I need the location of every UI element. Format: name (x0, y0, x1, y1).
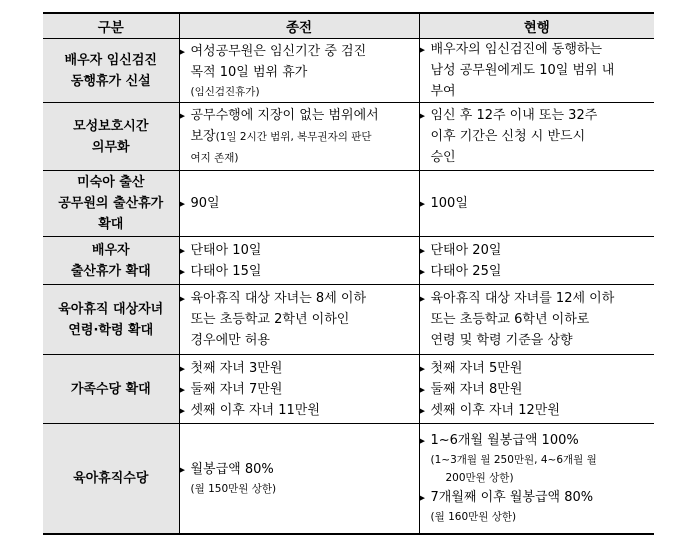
note-text: 200만원 상한) (445, 472, 514, 485)
bullet-text: ▸ 임신 후 12주 이내 또는 32주 이후 기간은 신청 시 반드시 승인 (420, 105, 655, 168)
bullet-text: ▸ 공무수행에 지장이 없는 범위에서 보장(1일 2시간 범위, 복무권자의 판단 여지 존재) (180, 105, 419, 169)
row-category: 가족수당 확대 (43, 355, 179, 424)
bullet-text: ▸ 1~6개월 월봉급액 100% (420, 430, 655, 451)
header-category: 구분 (43, 13, 179, 39)
table-row (43, 103, 654, 171)
bullet-text: ▸ 단태아 20일 (420, 240, 655, 261)
table-row (43, 237, 654, 285)
after-cell (419, 39, 654, 103)
after-cell (419, 424, 654, 534)
before-cell (179, 285, 419, 355)
bullet-text: ▸ 여성공무원은 임신기간 중 검진 목적 10일 범위 휴가 (180, 41, 419, 83)
bullet-text: ▸ 셋째 이후 자녀 12만원 (420, 400, 655, 421)
bullet-text: ▸ 90일 (180, 193, 419, 214)
before-cell (179, 237, 419, 285)
before-cell (179, 171, 419, 237)
after-cell (419, 355, 654, 424)
before-cell (179, 355, 419, 424)
row-category: 모성보호시간 의무화 (43, 103, 179, 171)
table-row (43, 171, 654, 237)
note-text: (월 150만원 상한) (190, 482, 277, 495)
table-row (43, 424, 654, 534)
row-category: 배우자 출산휴가 확대 (43, 237, 179, 285)
bullet-text: ▸ 첫째 자녀 5만원 (420, 358, 655, 379)
bullet-text: ▸ 다태아 25일 (420, 261, 655, 282)
row-category: 미숙아 출산 공무원의 출산휴가 확대 (43, 171, 179, 237)
table-row (43, 39, 654, 103)
before-cell (179, 103, 419, 171)
bullet-text: ▸ 다태아 15일 (180, 261, 419, 282)
header-after: 현행 (419, 13, 654, 39)
bullet-text: ▸ 첫째 자녀 3만원 (180, 358, 419, 379)
bullet-text: ▸ 단태아 10일 (180, 240, 419, 261)
comparison-table (43, 12, 654, 535)
note-text: (임신검진휴가) (190, 85, 260, 98)
bullet-text: ▸ 육아휴직 대상 자녀는 8세 이하 또는 초등학교 2학년 이하인 경우에만 허용 (180, 288, 419, 351)
table-row (43, 355, 654, 424)
header-before: 종전 (179, 13, 419, 39)
row-category: 육아휴직 대상자녀 연령·학령 확대 (43, 285, 179, 355)
table-row (43, 285, 654, 355)
note-text: (월 160만원 상한) (430, 511, 517, 524)
after-cell (419, 237, 654, 285)
header-row (43, 13, 654, 39)
bullet-text: ▸ 둘째 자녀 8만원 (420, 379, 655, 400)
after-cell (419, 285, 654, 355)
row-category: 육아휴직수당 (43, 424, 179, 534)
bullet-text: ▸ 배우자의 임신검진에 동행하는 남성 공무원에게도 10일 범위 내 부여 (420, 39, 655, 102)
bullet-text: ▸ 월봉급액 80% (180, 459, 419, 480)
before-cell (179, 424, 419, 534)
after-cell (419, 171, 654, 237)
bullet-text: ▸ 100일 (420, 193, 655, 214)
before-cell (179, 39, 419, 103)
bullet-text: ▸ 7개월째 이후 월봉급액 80% (420, 487, 655, 508)
bullet-text: ▸ 둘째 자녀 7만원 (180, 379, 419, 400)
bullet-text: ▸ 육아휴직 대상 자녀를 12세 이하 또는 초등학교 6학년 이하로 연령 및 학령 기준을 상향 (420, 288, 655, 351)
after-cell (419, 103, 654, 171)
bullet-text: ▸ 셋째 이후 자녀 11만원 (180, 400, 419, 421)
note-text: (1~3개월 월 250만원, 4~6개월 월 (430, 454, 597, 467)
row-category: 배우자 임신검진 동행휴가 신설 (43, 39, 179, 103)
